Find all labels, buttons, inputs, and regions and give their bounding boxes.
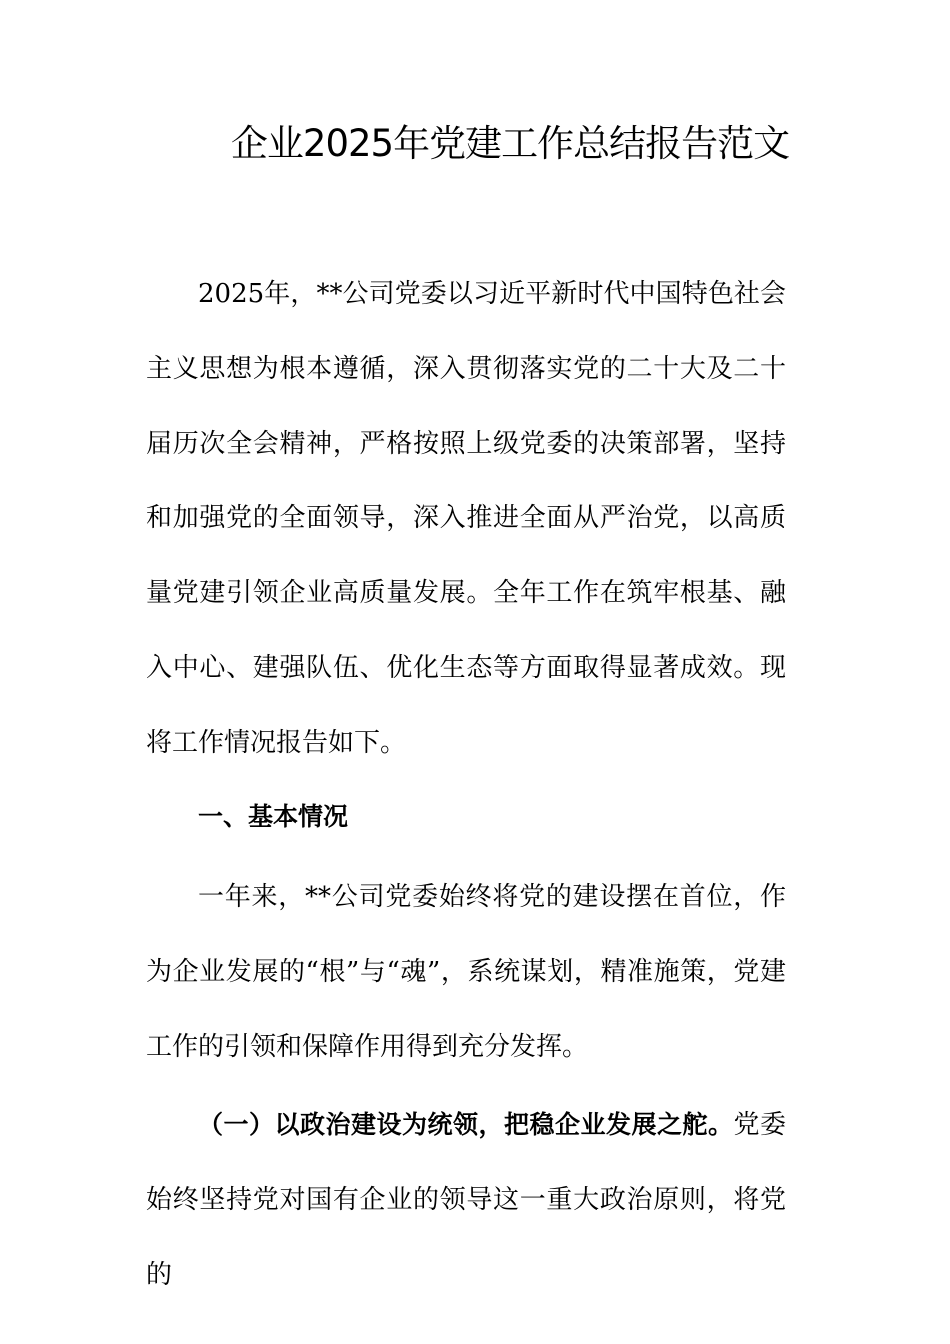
section-1-paragraph: 一年来，**公司党委始终将党的建设摆在首位，作为企业发展的“根”与“魂”，系统谋划，精准施策，党建工作的引领和保障作用得到充分发挥。 (146, 882, 786, 1062)
document-title: 企业2025年党建工作总结报告范文 (230, 122, 790, 165)
section-heading-block (146, 780, 786, 855)
intro-paragraph: 2025年，**公司党委以习近平新时代中国特色社会主义思想为根本遵循，深入贯彻落实党的二十大及二十届历次全会精神，严格按照上级党委的决策部署，坚持和加强党的全面领导，深入推进全面从严治党，以高质量党建引领企业高质量发展。全年工作在筑牢根基、融入中心、建强队伍、优化生态等方面取得显著成效。现将工作情况报告如下。 (146, 279, 786, 758)
subsection-1-block (146, 1088, 786, 1312)
subsection-1-lead: （一）以政治建设为统领，把稳企业发展之舵。 (198, 1110, 734, 1139)
intro-block (146, 257, 786, 781)
section-1-block (146, 860, 786, 1084)
subsection-1-text: 党委始终坚持党对国有企业的领导这一重大政治原则，将党的 (146, 1110, 786, 1290)
section-heading: 一、基本情况 (198, 802, 349, 831)
subsection-1-paragraph (146, 1088, 786, 1312)
